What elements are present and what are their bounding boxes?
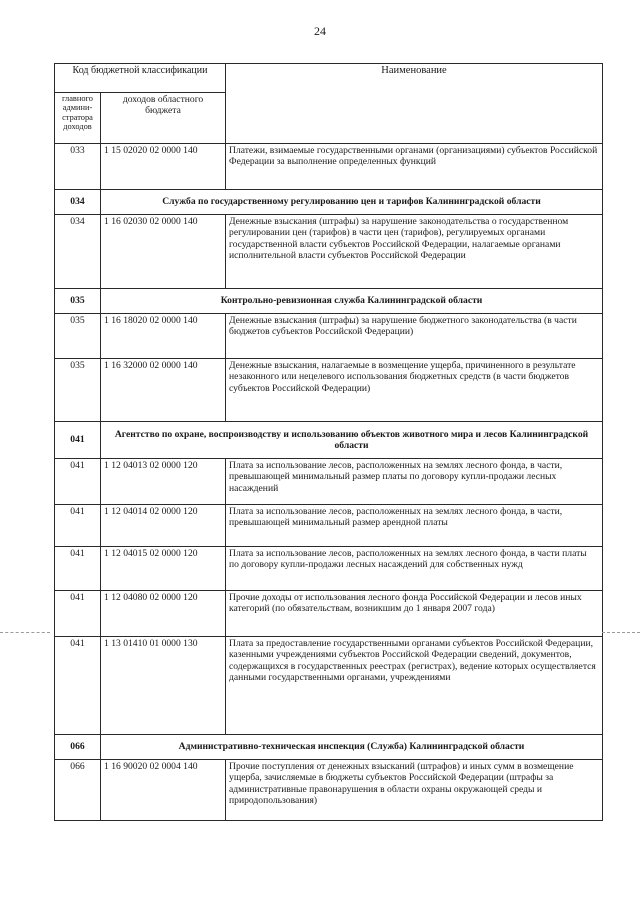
header-name: Наименование	[226, 64, 603, 144]
budget-classification-table	[54, 63, 603, 821]
section-row	[55, 289, 603, 314]
section-title: Служба по государственному регулированию цен и тарифов Калининградской области	[101, 190, 603, 215]
revenue-name: Плата за предоставление государственными органами субъектов Российской Федерации, казенными учреждениями субъектов Российской Федерации сведений, документов, содержащихся в государственных реестрах (регистрах), ведение которых осуществляется данными государственными органами, учреждениями	[226, 637, 603, 735]
budget-code: 1 15 02020 02 0000 140	[101, 144, 226, 190]
budget-code: 1 12 04014 02 0000 120	[101, 505, 226, 547]
section-row	[55, 735, 603, 760]
table-row	[55, 459, 603, 505]
admin-code: 041	[55, 591, 101, 637]
revenue-name: Прочие доходы от использования лесного фонда Российской Федерации и лесов иных категорий (по обязательствам, возникшим до 1 января 2007 года)	[226, 591, 603, 637]
admin-code: 066	[55, 735, 101, 760]
revenue-name: Плата за использование лесов, расположенных на землях лесного фонда, в части, превышающей минимальный размер арендной платы	[226, 505, 603, 547]
budget-code: 1 16 18020 02 0000 140	[101, 314, 226, 359]
admin-code: 033	[55, 144, 101, 190]
section-row	[55, 190, 603, 215]
budget-code: 1 16 90020 02 0004 140	[101, 760, 226, 821]
admin-code: 034	[55, 215, 101, 289]
section-title: Административно-техническая инспекция (Служба) Калининградской области	[101, 735, 603, 760]
section-title: Контрольно-ревизионная служба Калининградской области	[101, 289, 603, 314]
admin-code: 035	[55, 314, 101, 359]
table-row	[55, 591, 603, 637]
table-row	[55, 760, 603, 821]
section-row	[55, 422, 603, 459]
section-title: Агентство по охране, воспроизводству и использованию объектов животного мира и лесов Калининградской области	[101, 422, 603, 459]
table-row	[55, 637, 603, 735]
header-chief-administrator: главного админи-стратора доходов	[55, 93, 101, 144]
admin-code: 034	[55, 190, 101, 215]
budget-code: 1 12 04013 02 0000 120	[101, 459, 226, 505]
budget-code: 1 16 32000 02 0000 140	[101, 359, 226, 422]
budget-code: 1 13 01410 01 0000 130	[101, 637, 226, 735]
budget-code: 1 12 04080 02 0000 120	[101, 591, 226, 637]
header-row-group	[55, 64, 603, 93]
scan-artifact-right	[602, 632, 640, 633]
revenue-name: Плата за использование лесов, расположенных на землях лесного фонда, в части, превышающей минимальный размер платы по договору купли-продажи лесных насаждений	[226, 459, 603, 505]
table-row	[55, 359, 603, 422]
admin-code: 041	[55, 459, 101, 505]
budget-code: 1 16 02030 02 0000 140	[101, 215, 226, 289]
admin-code: 041	[55, 422, 101, 459]
page-number: 24	[314, 24, 326, 38]
admin-code: 041	[55, 547, 101, 591]
revenue-name: Денежные взыскания, налагаемые в возмещение ущерба, причиненного в результате незаконного или нецелевого использования бюджетных средств (в части бюджетов субъектов Российской Федерации)	[226, 359, 603, 422]
header-budget-code-group: Код бюджетной классификации	[55, 64, 226, 93]
revenue-name: Прочие поступления от денежных взысканий (штрафов) и иных сумм в возмещение ущерба, зачисляемые в бюджеты субъектов Российской Федерации (штрафы за административные правонарушения в области охраны окружающей среды и природопользования)	[226, 760, 603, 821]
revenue-name: Платежи, взимаемые государственными органами (организациями) субъектов Российской Федерации за выполнение определенных функций	[226, 144, 603, 190]
admin-code: 035	[55, 289, 101, 314]
budget-code: 1 12 04015 02 0000 120	[101, 547, 226, 591]
table-row	[55, 547, 603, 591]
scan-artifact-left	[0, 632, 50, 633]
table-row	[55, 505, 603, 547]
revenue-name: Денежные взыскания (штрафы) за нарушение законодательства о государственном регулировании цен (тарифов) в части цен (тарифов), регулируемых органами государственной власти субъектов Российской Федерации, налагаемые органами исполнительной власти субъектов Российской Федерации	[226, 215, 603, 289]
admin-code: 041	[55, 505, 101, 547]
table-body	[55, 144, 603, 821]
revenue-name: Плата за использование лесов, расположенных на землях лесного фонда, в части платы по договору купли-продажи лесных насаждений для собственных нужд	[226, 547, 603, 591]
header-regional-budget-revenue: доходов областного бюджета	[101, 93, 226, 144]
table-row	[55, 314, 603, 359]
table-row	[55, 215, 603, 289]
admin-code: 066	[55, 760, 101, 821]
table-row	[55, 144, 603, 190]
admin-code: 041	[55, 637, 101, 735]
admin-code: 035	[55, 359, 101, 422]
revenue-name: Денежные взыскания (штрафы) за нарушение бюджетного законодательства (в части бюджетов субъектов Российской Федерации)	[226, 314, 603, 359]
